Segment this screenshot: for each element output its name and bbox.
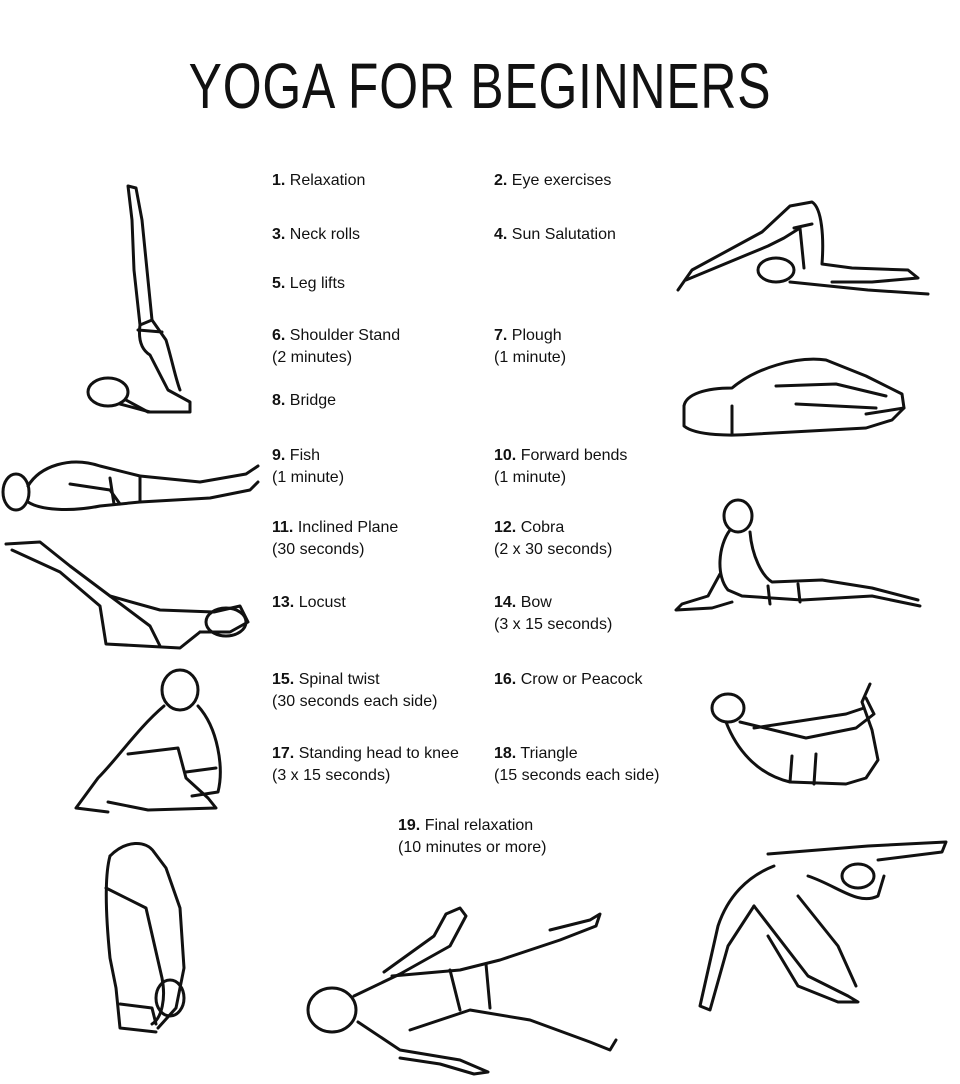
pose-item xyxy=(494,517,612,561)
pose-item xyxy=(272,325,400,369)
cobra-figure xyxy=(672,496,928,620)
pose-item xyxy=(494,325,566,369)
pose-name: Neck rolls xyxy=(289,226,361,243)
pose-number: 4. xyxy=(494,226,508,243)
pose-name: Locust xyxy=(298,594,346,611)
pose-number: 2. xyxy=(494,172,508,189)
pose-number: 12. xyxy=(494,519,517,536)
pose-duration: (30 seconds each side) xyxy=(272,693,438,710)
pose-duration: (15 seconds each side) xyxy=(494,767,660,784)
triangle-figure xyxy=(688,836,952,1016)
pose-number: 18. xyxy=(494,745,517,762)
pose-number: 15. xyxy=(272,671,295,688)
pose-name: Spinal twist xyxy=(298,671,380,688)
spinal-twist-figure xyxy=(68,668,228,818)
final-relaxation-figure xyxy=(300,900,630,1080)
pose-number: 7. xyxy=(494,327,508,344)
pose-duration: (2 minutes) xyxy=(272,349,353,366)
pose-number: 3. xyxy=(272,226,286,243)
pose-duration: (3 x 15 seconds) xyxy=(494,616,613,633)
pose-name: Crow or Peacock xyxy=(520,671,643,688)
pose-item xyxy=(272,743,459,787)
plough-figure xyxy=(672,198,942,308)
pose-name: Sun Salutation xyxy=(511,226,616,243)
inclined-plane-figure xyxy=(0,536,256,656)
pose-item xyxy=(494,669,643,691)
pose-duration: (1 minute) xyxy=(494,469,567,486)
pose-number: 10. xyxy=(494,447,517,464)
pose-name: Bridge xyxy=(289,392,337,409)
pose-name: Forward bends xyxy=(520,447,628,464)
bow-figure xyxy=(706,678,886,794)
pose-item xyxy=(272,669,437,713)
pose-item xyxy=(272,390,336,412)
shoulder-stand-figure xyxy=(80,180,200,420)
pose-number: 9. xyxy=(272,447,286,464)
pose-number: 17. xyxy=(272,745,295,762)
pose-number: 11. xyxy=(272,519,294,536)
pose-item xyxy=(272,224,360,246)
pose-duration: (30 seconds) xyxy=(272,541,365,558)
pose-item xyxy=(494,224,616,246)
pose-number: 6. xyxy=(272,327,286,344)
pose-name: Shoulder Stand xyxy=(289,327,401,344)
pose-duration: (3 x 15 seconds) xyxy=(272,767,391,784)
pose-name: Relaxation xyxy=(289,172,366,189)
pose-number: 16. xyxy=(494,671,517,688)
pose-number: 13. xyxy=(272,594,295,611)
pose-name: Inclined Plane xyxy=(297,519,399,536)
pose-number: 5. xyxy=(272,275,286,292)
pose-duration: (1 minute) xyxy=(494,349,567,366)
pose-name: Cobra xyxy=(520,519,565,536)
pose-item xyxy=(272,273,345,295)
pose-duration: (1 minute) xyxy=(272,469,345,486)
fish-figure xyxy=(0,446,268,526)
bridge-figure xyxy=(676,348,916,448)
pose-number: 1. xyxy=(272,172,286,189)
pose-name: Bow xyxy=(520,594,552,611)
pose-item xyxy=(272,170,365,192)
pose-item xyxy=(494,592,612,636)
page-title: YOGA FOR BEGINNERS xyxy=(188,49,772,122)
pose-item xyxy=(494,445,627,489)
pose-name: Leg lifts xyxy=(289,275,345,292)
pose-item xyxy=(398,815,547,859)
pose-name: Plough xyxy=(511,327,562,344)
pose-name: Triangle xyxy=(520,745,578,762)
pose-name: Standing head to knee xyxy=(298,745,459,762)
pose-name: Eye exercises xyxy=(511,172,612,189)
pose-item xyxy=(494,170,611,192)
pose-item xyxy=(272,592,346,614)
pose-name: Final relaxation xyxy=(424,817,534,834)
pose-item xyxy=(272,445,344,489)
pose-name: Fish xyxy=(289,447,321,464)
pose-number: 14. xyxy=(494,594,517,611)
pose-item xyxy=(494,743,659,787)
pose-number: 19. xyxy=(398,817,421,834)
pose-duration: (10 minutes or more) xyxy=(398,839,547,856)
pose-duration: (2 x 30 seconds) xyxy=(494,541,613,558)
pose-number: 8. xyxy=(272,392,286,409)
standing-head-to-knee-figure xyxy=(96,838,196,1048)
pose-item xyxy=(272,517,398,561)
